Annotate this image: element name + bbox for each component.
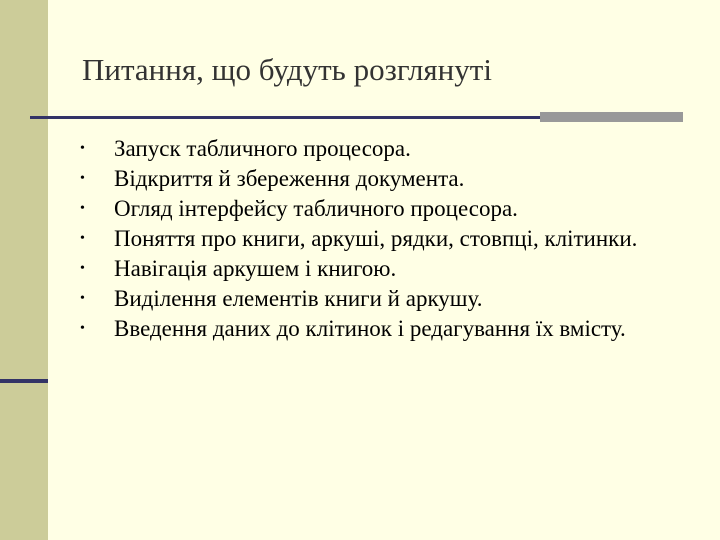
bullet-icon: •: [80, 201, 85, 216]
sidebar-bar: [0, 0, 48, 540]
bullet-icon: •: [80, 171, 85, 186]
list-item: [78, 164, 698, 194]
bullet-text: Виділення елементів книги й аркушу.: [114, 286, 483, 311]
divider-accent-block: [540, 112, 683, 122]
sidebar-accent-line: [0, 379, 48, 383]
bullet-text: Навігація аркушем і книгою.: [114, 256, 397, 281]
bullet-text: Запуск табличного процесора.: [114, 136, 411, 161]
bullet-icon: •: [80, 321, 85, 336]
list-item: [78, 284, 698, 314]
list-item: [78, 194, 698, 224]
bullet-icon: •: [80, 291, 85, 306]
bullet-icon: •: [80, 231, 85, 246]
bullet-icon: •: [80, 141, 85, 156]
list-item: [78, 224, 698, 254]
bullet-icon: •: [80, 261, 85, 276]
title-divider: [30, 116, 540, 119]
list-item: [78, 254, 698, 284]
slide-title: Питання, що будуть розглянуті: [82, 52, 492, 87]
bullet-text: Огляд інтерфейсу табличного процесора.: [114, 196, 518, 221]
bullet-list: [78, 134, 698, 344]
bullet-text: Введення даних до клітинок і редагування їх вмісту.: [114, 316, 626, 341]
list-item: [78, 314, 698, 344]
list-item: [78, 134, 698, 164]
bullet-text: Відкриття й збереження документа.: [114, 166, 465, 191]
bullet-text: Поняття про книги, аркуші, рядки, стовпці, клітинки.: [114, 226, 638, 251]
